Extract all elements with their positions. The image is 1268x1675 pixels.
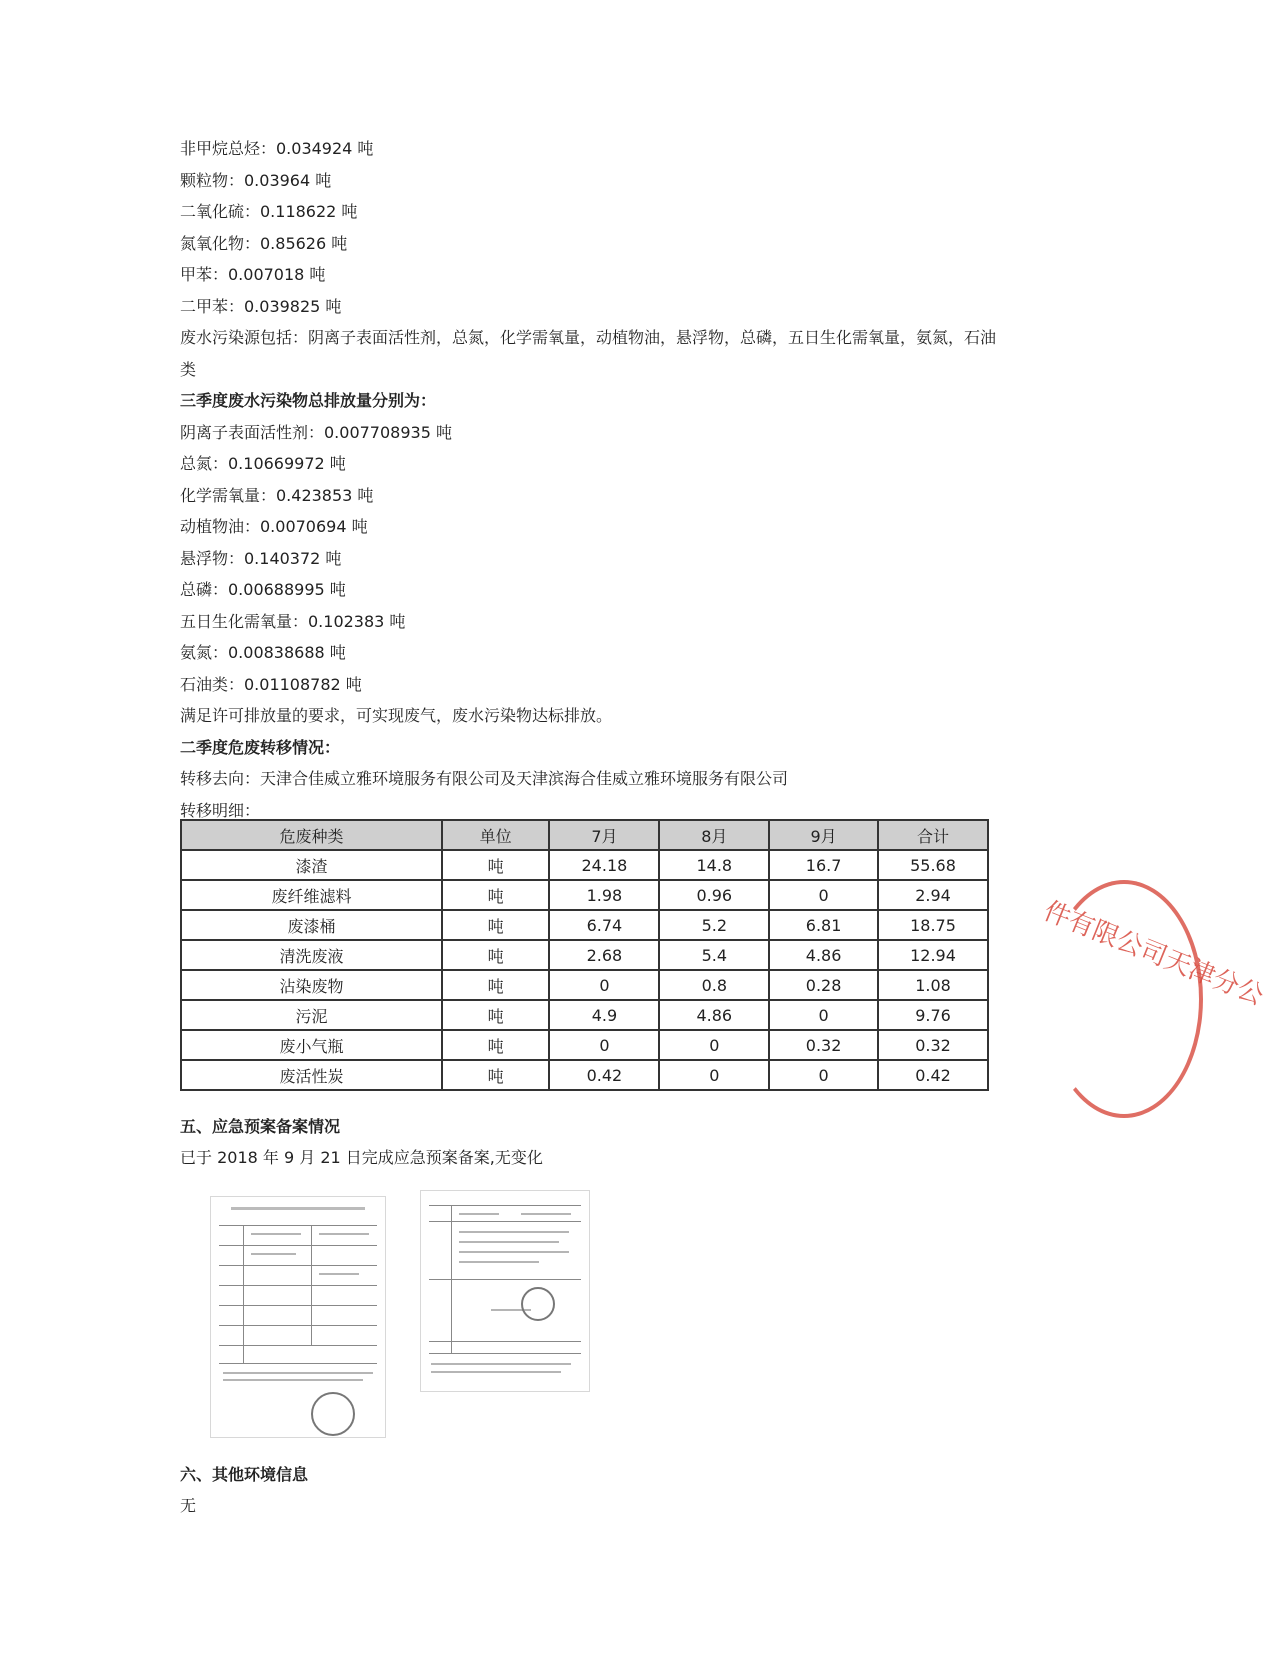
- table-cell: 吨: [442, 850, 550, 880]
- text-line: 悬浮物：0.140372 吨: [180, 548, 342, 568]
- table-cell: 清洗废液: [181, 940, 442, 970]
- text-line: 化学需氧量：0.423853 吨: [180, 485, 374, 505]
- table-cell: 0: [549, 1030, 659, 1060]
- table-cell: 6.81: [769, 910, 878, 940]
- company-seal-text: 件有限公司天津分公: [1039, 896, 1268, 1012]
- table-cell: 吨: [442, 1030, 550, 1060]
- table-cell: 吨: [442, 910, 550, 940]
- text-line: 阴离子表面活性剂：0.007708935 吨: [180, 422, 452, 442]
- document-body: [180, 133, 1000, 826]
- table-cell: 0.32: [878, 1030, 988, 1060]
- table-header-cell: 合计: [878, 820, 988, 850]
- section-5-text: 已于 2018 年 9 月 21 日完成应急预案备案,无变化: [180, 1148, 543, 1167]
- table-cell: 废活性炭: [181, 1060, 442, 1090]
- text-line: 二甲苯：0.039825 吨: [180, 296, 342, 316]
- table-cell: 1.98: [549, 880, 659, 910]
- table-cell: 9.76: [878, 1000, 988, 1030]
- table-cell: 沾染废物: [181, 970, 442, 1000]
- table-cell: 4.86: [659, 1000, 769, 1030]
- table-row: [181, 880, 988, 910]
- text-line: 转移去向：天津合佳威立雅环境服务有限公司及天津滨海合佳威立雅环境服务有限公司: [180, 769, 789, 788]
- table-cell: 0.32: [769, 1030, 878, 1060]
- table-cell: 4.86: [769, 940, 878, 970]
- table-cell: 吨: [442, 940, 550, 970]
- table-cell: 0.8: [659, 970, 769, 1000]
- text-paragraph: 废水污染源包括：阴离子表面活性剂，总氮，化学需氧量，动植物油，悬浮物，总磷，五日生化需氧量，氨氮，石油类: [180, 328, 997, 379]
- filing-document-scan-2: [420, 1190, 590, 1392]
- text-line: 转移明细：: [180, 800, 261, 820]
- text-line: 石油类：0.01108782 吨: [180, 674, 362, 694]
- hazardous-waste-table: [180, 819, 989, 1091]
- table-cell: 污泥: [181, 1000, 442, 1030]
- table-header-cell: 危废种类: [181, 820, 442, 850]
- table-row: [181, 940, 988, 970]
- section-6-text: 无: [180, 1496, 197, 1515]
- table-row: [181, 970, 988, 1000]
- table-cell: 55.68: [878, 850, 988, 880]
- table-cell: 18.75: [878, 910, 988, 940]
- section-6-heading: 六、其他环境信息: [180, 1465, 309, 1484]
- table-cell: 16.7: [769, 850, 878, 880]
- table-header-cell: 单位: [442, 820, 550, 850]
- table-cell: 漆渣: [181, 850, 442, 880]
- text-line: 氨氮：0.00838688 吨: [180, 643, 346, 662]
- table-cell: 吨: [442, 1000, 550, 1030]
- text-line: 总磷：0.00688995 吨: [180, 580, 346, 599]
- table-cell: 0.96: [659, 880, 769, 910]
- table-cell: 废纤维滤料: [181, 880, 442, 910]
- table-cell: 0: [659, 1030, 769, 1060]
- text-line: 二氧化硫：0.118622 吨: [180, 202, 358, 221]
- text-line: 氮氧化物：0.85626 吨: [180, 233, 348, 253]
- subheading: 二季度危废转移情况：: [180, 737, 341, 757]
- table-header-cell: 8月: [659, 820, 769, 850]
- table-cell: 吨: [442, 1060, 550, 1090]
- table-cell: 6.74: [549, 910, 659, 940]
- table-row: [181, 850, 988, 880]
- table-row: [181, 1000, 988, 1030]
- table-cell: 吨: [442, 880, 550, 910]
- table-cell: 4.9: [549, 1000, 659, 1030]
- table-cell: 5.2: [659, 910, 769, 940]
- table-cell: 5.4: [659, 940, 769, 970]
- text-line: 甲苯：0.007018 吨: [180, 265, 326, 284]
- table-header-cell: 7月: [549, 820, 659, 850]
- table-cell: 0.28: [769, 970, 878, 1000]
- table-cell: 0: [659, 1060, 769, 1090]
- text-line: 动植物油：0.0070694 吨: [180, 517, 368, 536]
- table-row: [181, 1060, 988, 1090]
- table-cell: 0: [769, 1000, 878, 1030]
- table-cell: 废小气瓶: [181, 1030, 442, 1060]
- table-cell: 2.94: [878, 880, 988, 910]
- table-header-cell: 9月: [769, 820, 878, 850]
- table-cell: 12.94: [878, 940, 988, 970]
- table-cell: 14.8: [659, 850, 769, 880]
- table-cell: 24.18: [549, 850, 659, 880]
- filing-document-scan-1: [210, 1196, 386, 1438]
- text-line: 颗粒物：0.03964 吨: [180, 170, 332, 190]
- table-header-row: [181, 820, 988, 850]
- table-row: [181, 1030, 988, 1060]
- table-cell: 0.42: [549, 1060, 659, 1090]
- table-cell: 2.68: [549, 940, 659, 970]
- subheading: 三季度废水污染物总排放量分别为：: [180, 391, 437, 410]
- text-line: 满足许可排放量的要求，可实现废气，废水污染物达标排放。: [180, 706, 613, 725]
- text-line: 总氮：0.10669972 吨: [180, 454, 346, 473]
- table-cell: 0: [769, 880, 878, 910]
- table-cell: 1.08: [878, 970, 988, 1000]
- table-row: [181, 910, 988, 940]
- table-cell: 0.42: [878, 1060, 988, 1090]
- text-line: 非甲烷总烃：0.034924 吨: [180, 139, 374, 158]
- section-5-heading: 五、应急预案备案情况: [180, 1117, 341, 1136]
- table-cell: 废漆桶: [181, 910, 442, 940]
- text-line: 五日生化需氧量：0.102383 吨: [180, 611, 406, 631]
- table-cell: 吨: [442, 970, 550, 1000]
- table-cell: 0: [769, 1060, 878, 1090]
- table-cell: 0: [549, 970, 659, 1000]
